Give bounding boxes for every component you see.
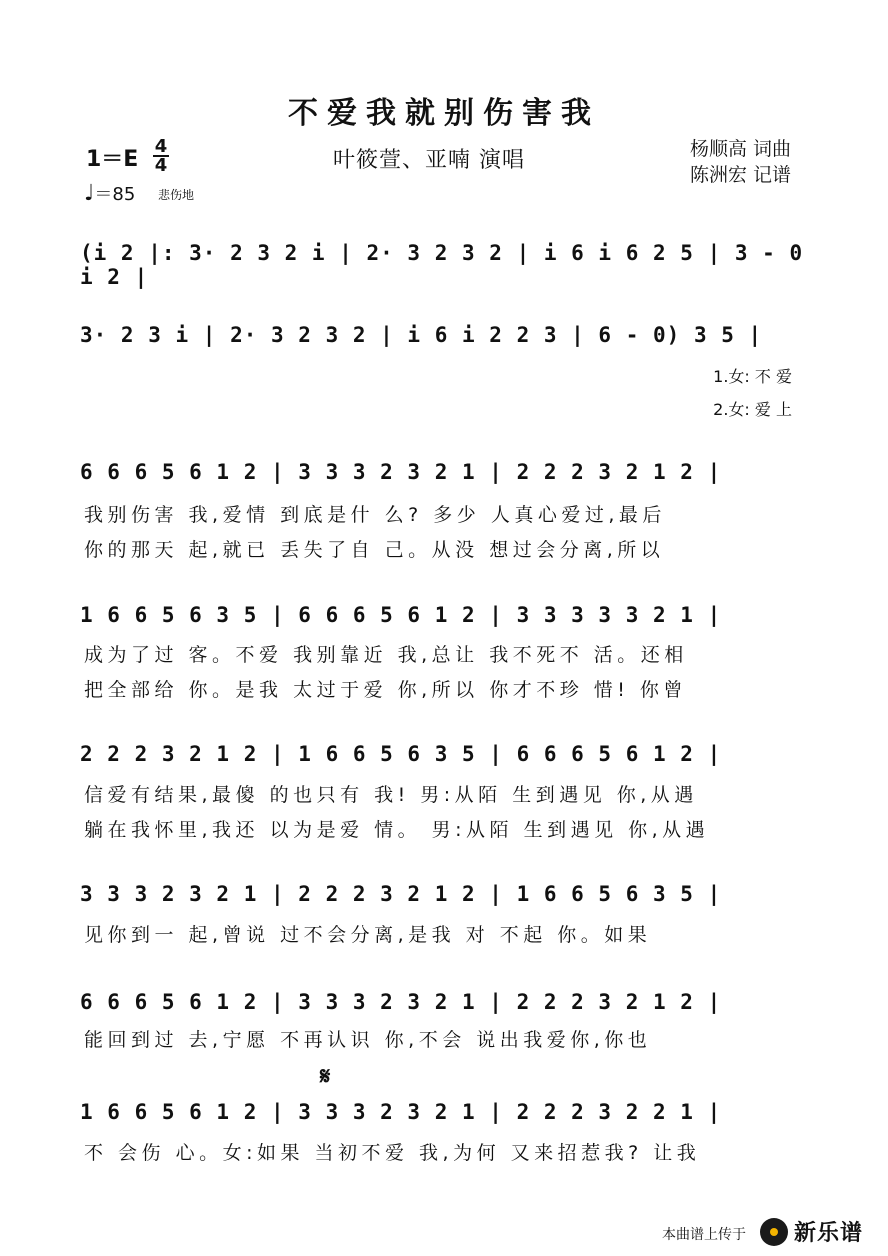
tempo-marking xyxy=(84,180,135,206)
lyric-line: 我别伤害 我,爱情 到底是什 么? 多少 人真心爱过,最后 xyxy=(84,504,666,526)
lyric-line: 信爱有结果,最傻 的也只有 我! 男:从陌 生到遇见 你,从遇 xyxy=(84,784,698,806)
transcriber: 陈洲宏 记谱 xyxy=(690,164,792,186)
score-title: 不爱我就别伤害我 xyxy=(288,96,600,131)
notation-row-1 xyxy=(80,241,810,289)
lyric-line: 把全部给 你。是我 太过于爱 你,所以 你才不珍 惜! 你曾 xyxy=(84,679,687,701)
lyricist-composer: 杨顺高 词曲 xyxy=(690,138,792,160)
notation-row-3 xyxy=(80,455,810,489)
expression-mark: 悲伤地 xyxy=(158,188,195,202)
notation-row-2 xyxy=(80,318,810,352)
site-logo[interactable] xyxy=(760,1216,863,1247)
tempo-value: ＝85 xyxy=(94,184,136,205)
time-sig-bottom: 4 xyxy=(154,155,168,176)
notation-row-text: (i 2 |: 3· 2 3 2 i | 2· 3 2 3 2 | i 6 i 6 2 5 | 3 - 0 i 2 | xyxy=(80,241,804,289)
upload-credit: 本曲谱上传于 xyxy=(662,1227,746,1243)
notation-row-8 xyxy=(80,1095,810,1129)
lyric-line: 能回到过 去,宁愿 不再认识 你,不会 说出我爱你,你也 xyxy=(84,1029,652,1051)
time-sig-top: 4 xyxy=(154,136,168,157)
lyric-line: 见你到一 起,曾说 过不会分离,是我 对 不起 你。如果 xyxy=(84,924,652,946)
credits xyxy=(690,136,791,188)
lyric-line: 成为了过 客。不爱 我别靠近 我,总让 我不死不 活。还相 xyxy=(84,644,688,666)
lyric-line: 你的那天 起,就已 丢失了自 己。从没 想过会分离,所以 xyxy=(84,539,665,561)
segno-icon: 𝄋 xyxy=(320,1062,331,1090)
verse-label-2: 2.女: 爱 上 xyxy=(713,400,792,419)
notation-row-text: 6 6 6 5 6 1 2 | 3 3 3 2 3 2 1 | 2 2 2 3 2 1 2 | xyxy=(80,990,722,1014)
vinyl-disc-icon xyxy=(760,1218,788,1246)
brand-name: 新乐谱 xyxy=(794,1221,864,1246)
key-signature: 1＝E xyxy=(86,147,139,172)
notation-row-7 xyxy=(80,985,810,1019)
notation-row-6 xyxy=(80,877,810,911)
time-signature xyxy=(150,138,172,174)
lyric-line: 不 会伤 心。女:如果 当初不爱 我,为何 又来招惹我? 让我 xyxy=(84,1142,701,1164)
verse-label-1: 1.女: 不 爱 xyxy=(713,367,792,386)
notation-row-text: 6 6 6 5 6 1 2 | 3 3 3 2 3 2 1 | 2 2 2 3 2 1 2 | xyxy=(80,460,722,484)
notation-row-text: 3 3 3 2 3 2 1 | 2 2 2 3 2 1 2 | 1 6 6 5 6 3 5 | xyxy=(80,882,722,906)
lyric-line: 躺在我怀里,我还 以为是爱 情。 男:从陌 生到遇见 你,从遇 xyxy=(84,819,710,841)
notation-row-text: 2 2 2 3 2 1 2 | 1 6 6 5 6 3 5 | 6 6 6 5 6 1 2 | xyxy=(80,742,722,766)
notation-row-5 xyxy=(80,737,810,771)
performers: 叶筱萱、亚喃 演唱 xyxy=(333,148,525,173)
quarter-note-icon: ♩ xyxy=(84,181,95,206)
notation-row-4 xyxy=(80,598,810,632)
notation-row-text: 3· 2 3 i | 2· 3 2 3 2 | i 6 i 2 2 3 | 6 - 0) 3 5 | xyxy=(80,323,763,347)
notation-row-text: 1 6 6 5 6 1 2 | 3 3 3 2 3 2 1 | 2 2 2 3 2 2 1 | xyxy=(80,1100,722,1124)
notation-row-text: 1 6 6 5 6 3 5 | 6 6 6 5 6 1 2 | 3 3 3 3 3 2 1 | xyxy=(80,603,722,627)
